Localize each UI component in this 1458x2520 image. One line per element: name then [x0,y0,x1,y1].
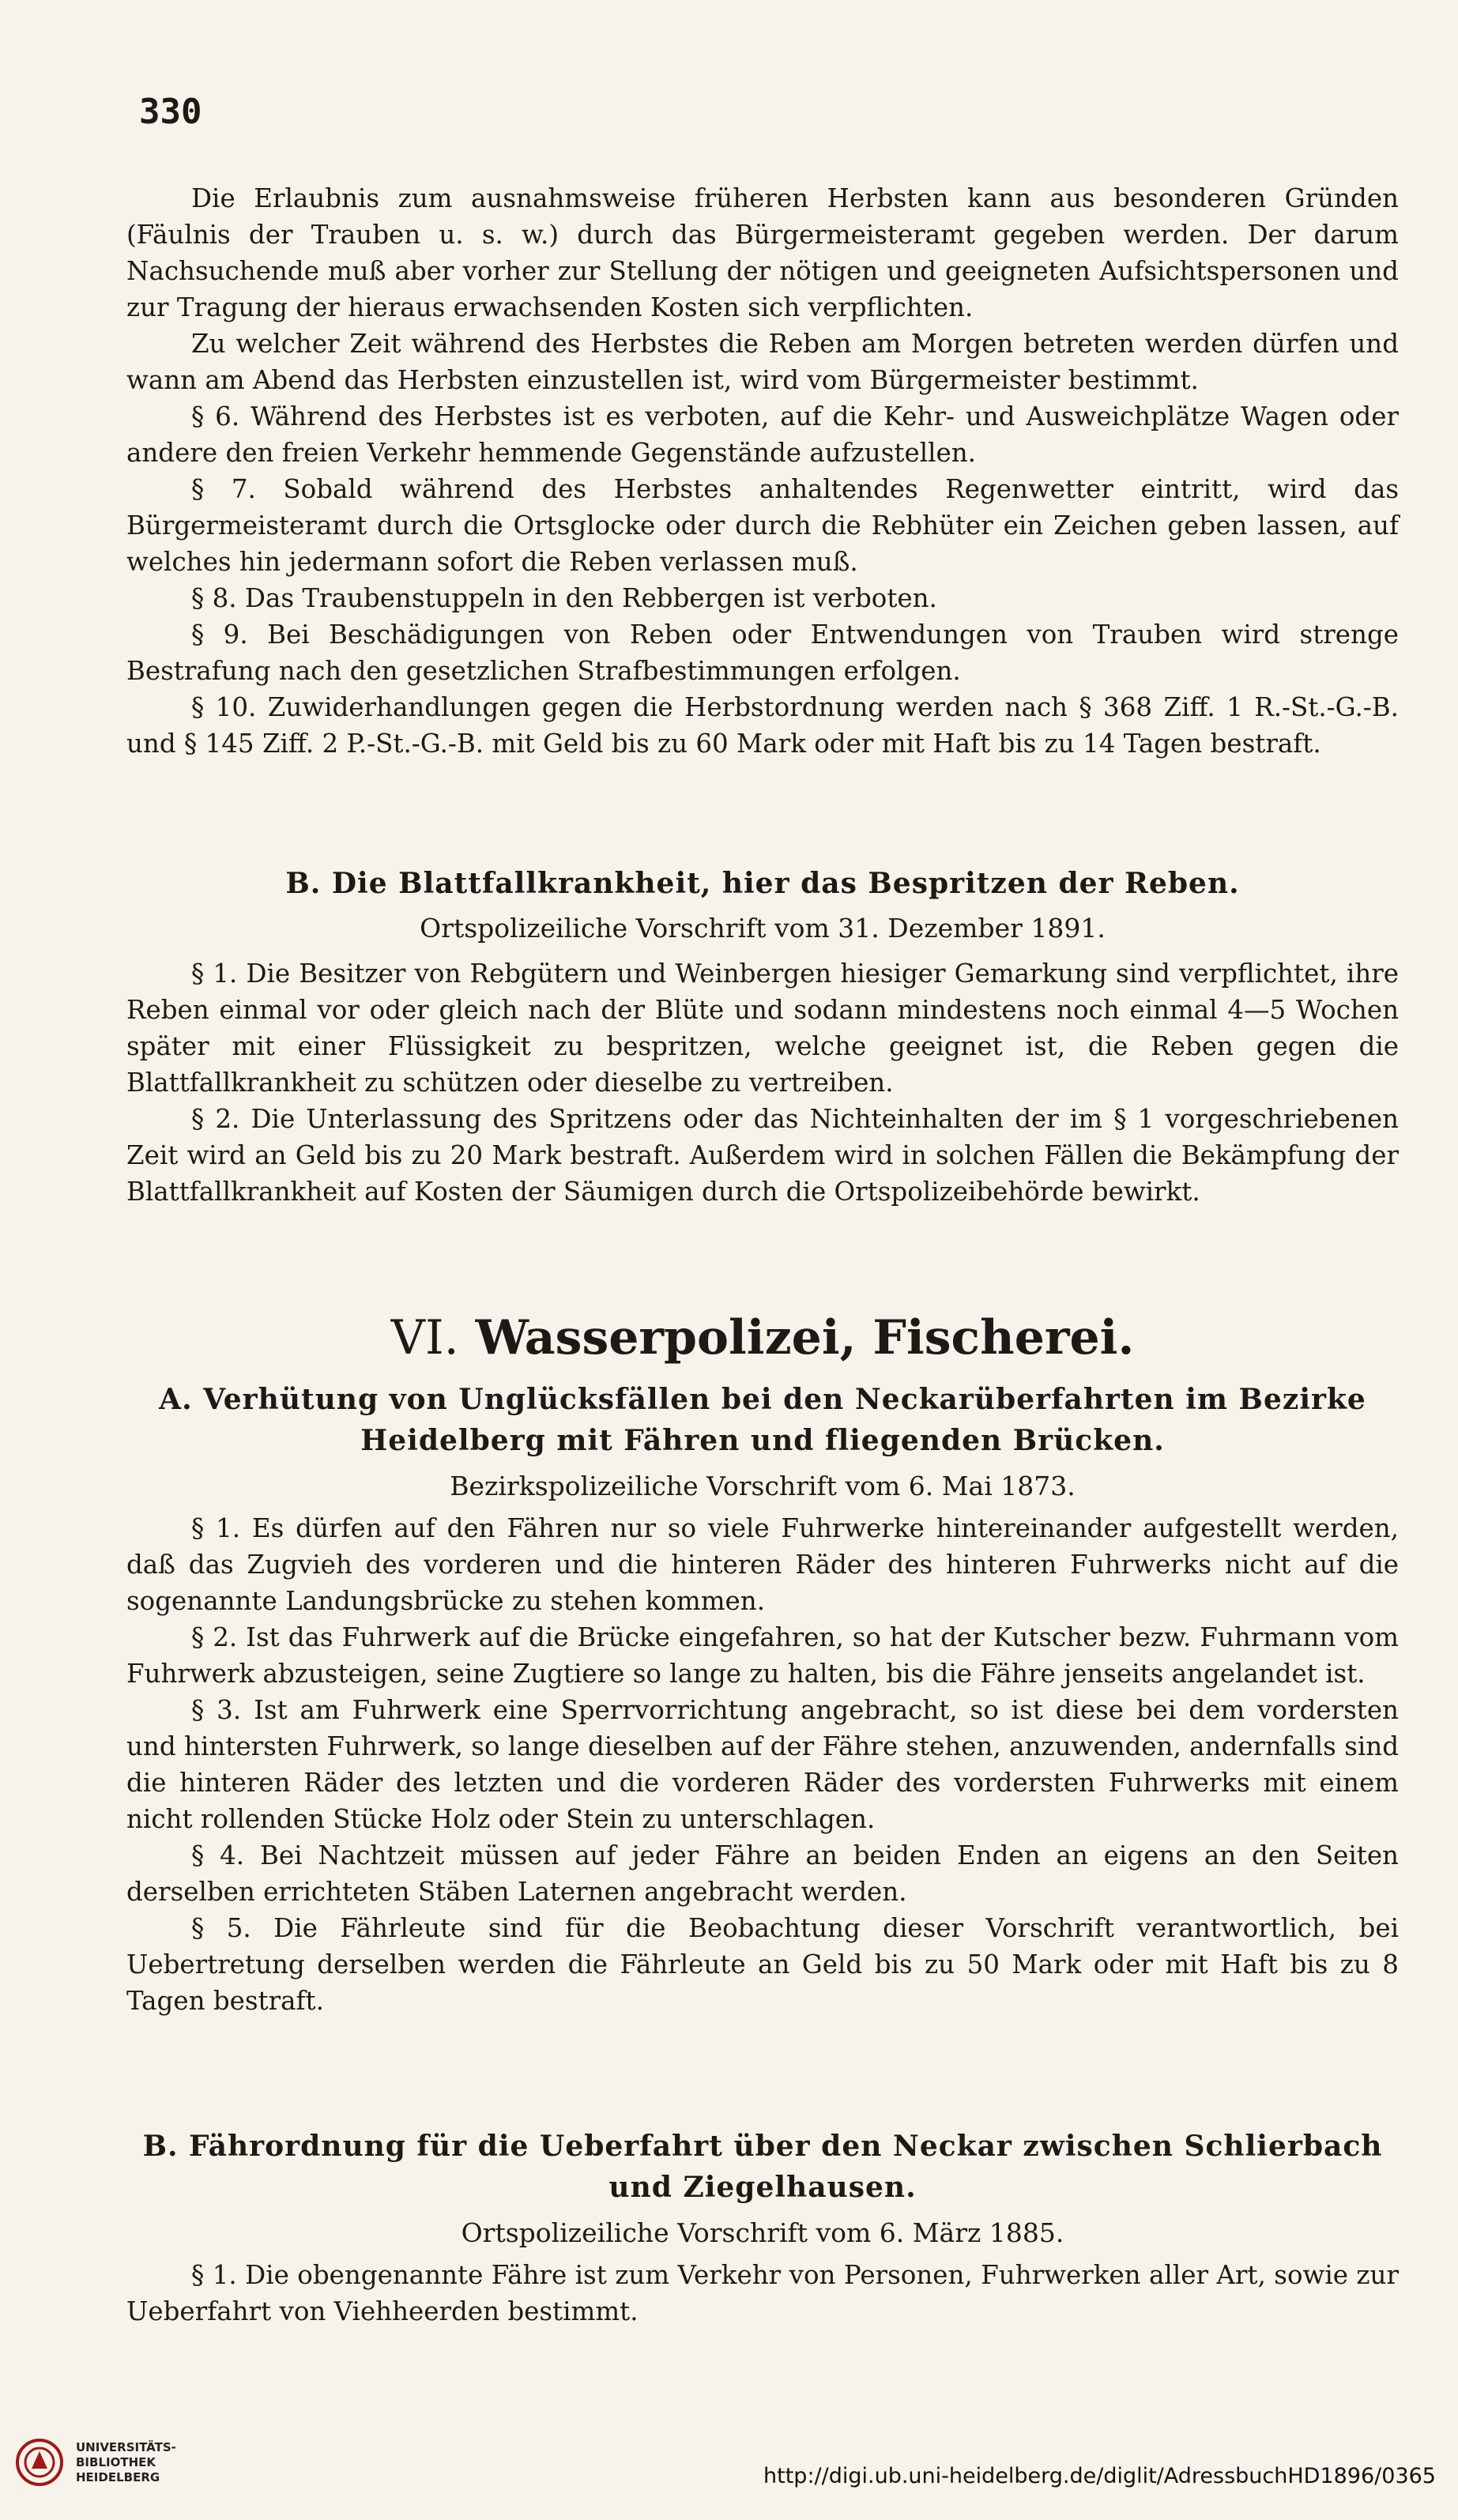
paragraph: § 10. Zuwiderhandlungen gegen die Herbstordnung werden nach § 368 Ziff. 1 R.-St.-G.-B. und § 145 Ziff. 2 P.-St.-G.-B. mit Geld bis zu 60 Mark oder mit Haft bis zu 14 Tagen bestraft. [126,692,1399,759]
paragraph: § 5. Die Fährleute sind für die Beobachtung dieser Vorschrift verantwortlich, bei Uebertretung derselben werden die Fährleute an Geld bis zu 50 Mark oder mit Haft bis zu 8 Tagen bestraft. [126,1913,1399,2016]
paragraph: Die Erlaubnis zum ausnahmsweise früheren Herbsten kann aus besonderen Gründen (Fäulnis der Trauben u. s. w.) durch das Bürgermeisteramt gegeben werden. Der darum Nachsuchende muß aber vorher zur Stellung der nötigen und geeigneten Aufsichtspersonen und zur Tragung der hieraus erwachsenden Kosten sich verpflichten. [126,183,1399,322]
chapter-heading [126,1308,1399,1368]
paragraph: Zu welcher Zeit während des Herbstes die Reben am Morgen betreten werden dürfen und wann am Abend das Herbsten einzustellen ist, wird vom Bürgermeister bestimmt. [126,329,1399,395]
paragraph: § 1. Es dürfen auf den Fähren nur so viele Fuhrwerke hintereinander aufgestellt werden, daß das Zugvieh des vorderen und die hinteren Räder des hinteren Fuhrwerks nicht auf die sogenannte Landungsbrücke zu stehen kommen. [126,1513,1399,1616]
paragraph: § 4. Bei Nachtzeit müssen auf jeder Fähre an beiden Enden an eigens an den Seiten derselben errichteten Stäben Laternen angebracht werden. [126,1840,1399,1907]
section-heading: B. Die Blattfallkrankheit, hier das Bespritzen der Reben. [285,867,1240,900]
paragraph: § 1. Die obengenannte Fähre ist zum Verkehr von Personen, Fuhrwerken aller Art, sowie zur Ueberfahrt von Viehheerden bestimmt. [126,2260,1399,2326]
paragraph: § 8. Das Traubenstuppeln in den Rebbergen ist verboten. [191,583,937,613]
section-vi-a [126,1379,1399,2019]
paragraph: § 2. Ist das Fuhrwerk auf die Brücke eingefahren, so hat der Kutscher bezw. Fuhrmann vom Fuhrwerk abzusteigen, seine Zugtiere so lange zu halten, bis die Fähre jenseits angelandet ist. [126,1622,1399,1689]
section-heading: B. Fährordnung für die Ueberfahrt über den Neckar zwischen Schlierbach und Ziegelhausen. [142,2130,1383,2204]
logo-line: HEIDELBERG [76,2469,160,2484]
paragraph: § 3. Ist am Fuhrwerk eine Sperrvorrichtung angebracht, so ist diese bei dem vordersten und hintersten Fuhrwerk, so lange dieselben auf der Fähre stehen, anzuwenden, andernfalls sind die hinteren Räder des letzten und die vorderen Räder des vordersten Fuhrwerks mit einem nicht rollenden Stücke Holz oder Stein zu unterschlagen. [126,1695,1399,1834]
chapter-title: Wasserpolizei, Fischerei. [475,1310,1135,1365]
chapter-number: VI. [390,1310,459,1365]
paragraph: § 7. Sobald während des Herbstes anhaltendes Regenwetter eintritt, wird das Bürgermeisteramt durch die Ortsglocke oder durch die Rebhüter ein Zeichen geben lassen, auf welches hin jedermann sofort die Reben verlassen muß. [126,474,1399,577]
library-logo [14,2437,176,2488]
page-number: 330 [139,92,202,132]
section-a-continuation [126,180,1399,762]
logo-line: UNIVERSITÄTS- [76,2439,176,2454]
section-subheading: Ortspolizeiliche Vorschrift vom 31. Dezember 1891. [420,913,1106,944]
source-url-link[interactable]: http://digi.ub.uni-heidelberg.de/diglit/AdressbuchHD1896/0365 [763,2464,1436,2488]
paragraph: § 1. Die Besitzer von Rebgütern und Weinbergen hiesiger Gemarkung sind verpflichtet, ihre Reben einmal vor oder gleich nach der Blüte und sodann mindestens noch einmal 4—5 Wochen später mit einer Flüssigkeit zu bespritzen, welche geeignet ist, die Reben gegen die Blattfallkrankheit zu schützen oder dieselbe zu vertreiben. [126,959,1399,1098]
paragraph: § 6. Während des Herbstes ist es verboten, auf die Kehr- und Ausweichplätze Wagen oder andere den freien Verkehr hemmende Gegenstände aufzustellen. [126,401,1399,468]
section-b [126,864,1399,1210]
section-subheading: Bezirkspolizeiliche Vorschrift vom 6. Mai 1873. [450,1471,1076,1501]
logo-line: BIBLIOTHEK [76,2454,156,2469]
paragraph: § 9. Bei Beschädigungen von Reben oder Entwendungen von Trauben wird strenge Bestrafung nach den gesetzlichen Strafbestimmungen erfolgen. [126,620,1399,686]
paragraph: § 2. Die Unterlassung des Spritzens oder das Nichteinhalten der im § 1 vorgeschriebenen Zeit wird an Geld bis zu 20 Mark bestraft. Außerdem wird in solchen Fällen die Bekämpfung der Blattfallkrankheit auf Kosten der Säumigen durch die Ortspolizeibehörde bewirkt. [126,1104,1399,1207]
section-vi-b [126,2126,1399,2330]
library-seal-icon [14,2437,65,2488]
section-heading: A. Verhütung von Unglücksfällen bei den Neckarüberfahrten im Bezirke Heidelberg mit Fähren und fliegenden Brücken. [159,1383,1366,1457]
section-subheading: Ortspolizeiliche Vorschrift vom 6. März 1885. [461,2217,1064,2248]
